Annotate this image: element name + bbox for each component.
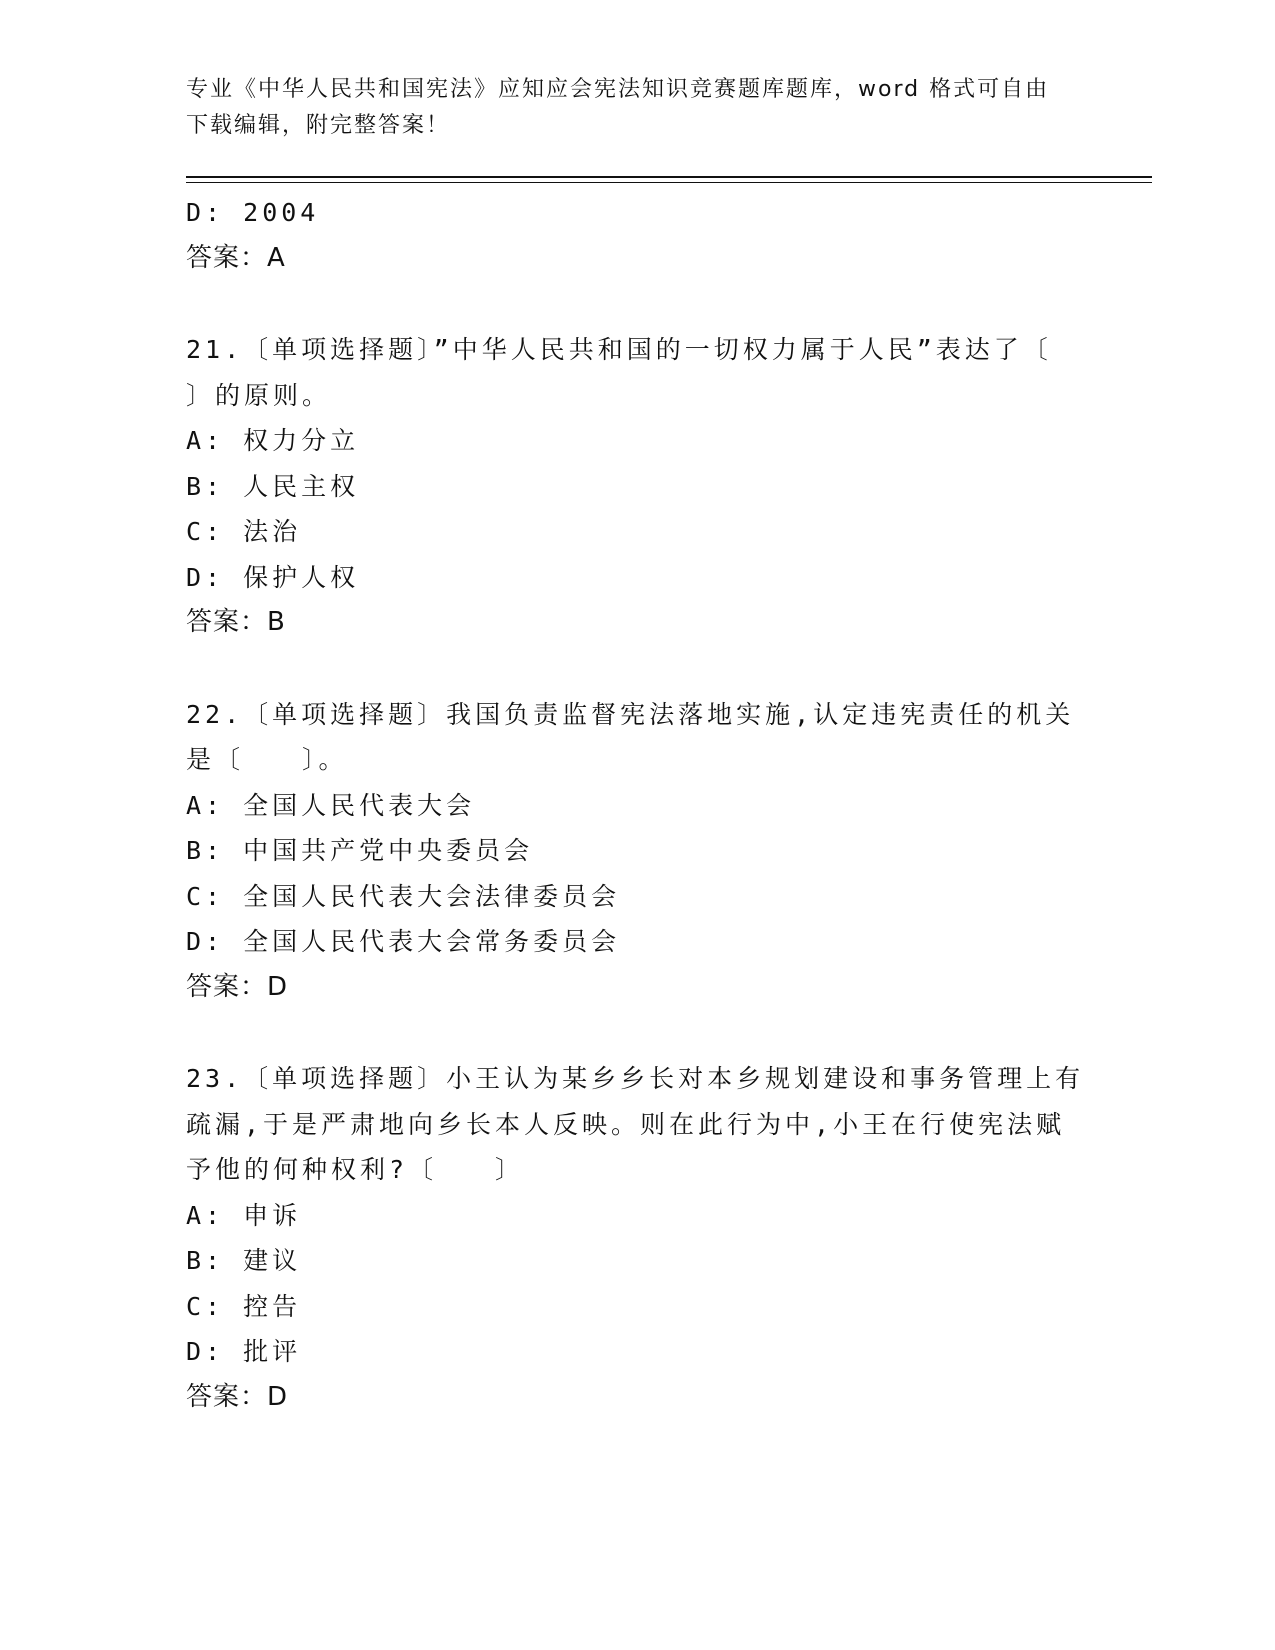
document-header [186, 72, 1066, 144]
header-title-line-1: 专业《中华人民共和国宪法》应知应会宪法知识竞赛题库题库，word 格式可自由 [186, 77, 1050, 102]
answer-line: 答案：A [186, 242, 286, 273]
question-list [186, 190, 1086, 1420]
option-b: B: 建议 [186, 1246, 302, 1275]
question-23 [186, 1056, 1086, 1420]
question-stem-line: 予他的何种权利?〔 〕 [186, 1155, 525, 1184]
answer-line: 答案：B [186, 607, 286, 637]
question-stem-line: 疏漏,于是严肃地向乡长本人反映。则在此行为中,小王在行使宪法赋 [186, 1109, 1066, 1139]
question-21 [186, 327, 1086, 646]
question-stem-line: 是〔 〕。 [186, 745, 348, 774]
option-c: C: 全国人民代表大会法律委员会 [186, 881, 621, 911]
option-a: A: 全国人民代表大会 [186, 790, 476, 820]
header-divider-thick [186, 176, 1152, 178]
question-stem-line: 23.〔单项选择题〕小王认为某乡乡长对本乡规划建设和事务管理上有 [186, 1064, 1085, 1093]
question-22 [186, 692, 1086, 1011]
question-stem-line: 21.〔单项选择题〕”中华人民共和国的一切权力属于人民”表达了〔 [186, 335, 1052, 364]
question-stem-line: 〕的原则。 [186, 380, 332, 410]
answer-line: 答案：D [186, 971, 289, 1002]
option-d: D: 批评 [186, 1337, 302, 1366]
option-d: D: 2004 [186, 198, 320, 227]
option-a: A: 申诉 [186, 1200, 302, 1230]
header-divider-thin [186, 182, 1152, 183]
spacer [186, 646, 1086, 692]
option-c: C: 法治 [186, 517, 302, 546]
question-stem-line: 22.〔单项选择题〕我国负责监督宪法落地实施,认定违宪责任的机关 [186, 699, 1075, 729]
option-a: A: 权力分立 [186, 426, 360, 455]
option-b: B: 中国共产党中央委员会 [186, 836, 534, 865]
spacer [186, 281, 1086, 327]
option-d: D: 全国人民代表大会常务委员会 [186, 927, 621, 956]
option-b: B: 人民主权 [186, 471, 360, 501]
answer-line: 答案：D [186, 1381, 289, 1412]
option-d: D: 保护人权 [186, 562, 360, 592]
previous-question-tail [186, 190, 1086, 281]
spacer [186, 1010, 1086, 1056]
header-title-line-2: 下载编辑，附完整答案！ [186, 113, 451, 138]
option-c: C: 控告 [186, 1291, 302, 1321]
